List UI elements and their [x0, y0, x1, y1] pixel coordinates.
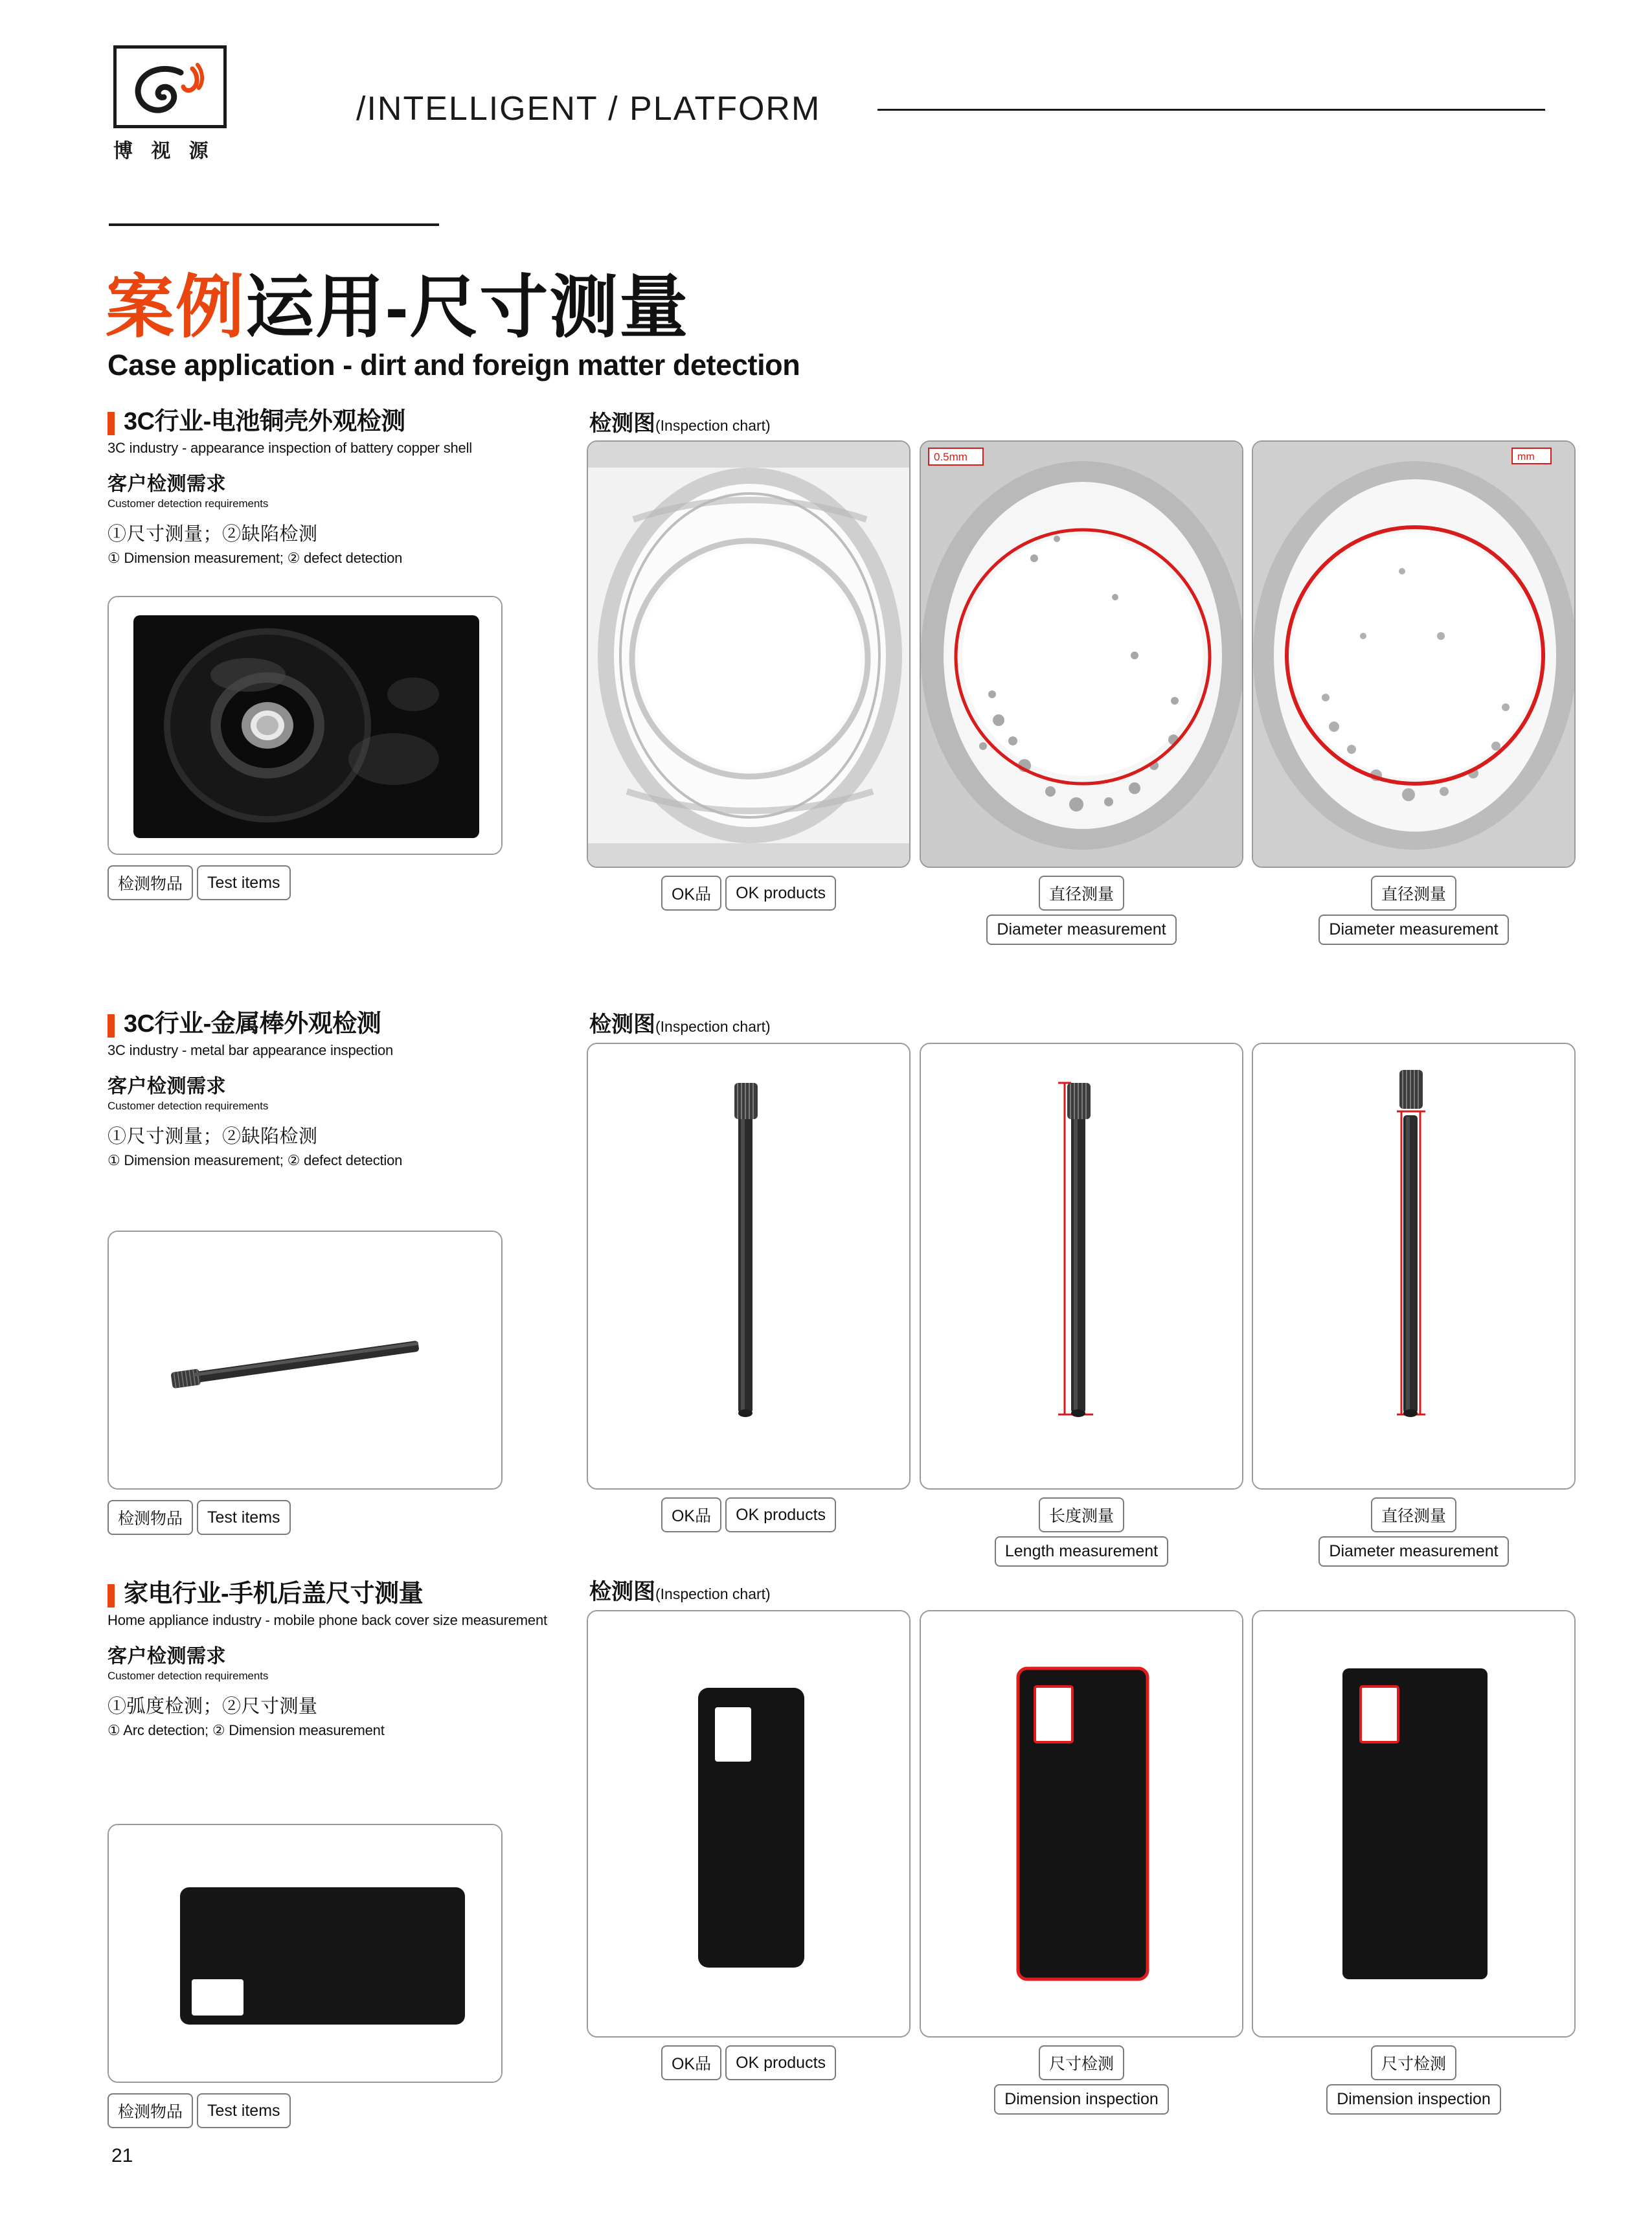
chart-caption-2 — [920, 2045, 1243, 2115]
chart-card-1 — [587, 1043, 911, 1490]
caption-en: Dimension inspection — [1326, 2084, 1501, 2115]
caption-en: Diameter measurement — [1318, 1536, 1508, 1567]
chart-card-3 — [1252, 440, 1576, 868]
chart-image-1 — [588, 442, 911, 868]
thumbnail-caption — [107, 865, 291, 900]
inspection-label-en: (Inspection chart) — [655, 1018, 771, 1035]
caption-en: OK products — [725, 2045, 836, 2080]
caption-en: Test items — [197, 865, 291, 900]
chart-caption-1 — [587, 1497, 911, 1532]
caption-en: Diameter measurement — [986, 914, 1176, 945]
caption-en: Diameter measurement — [1318, 914, 1508, 945]
inspection-label-en: (Inspection chart) — [655, 1585, 771, 1602]
chart-caption-3 — [1252, 876, 1576, 945]
caption-cn: 长度测量 — [1039, 1497, 1124, 1532]
chart-image-1 — [588, 1044, 911, 1490]
section-heading — [107, 1010, 561, 1039]
chart-image-2 — [921, 442, 1243, 868]
chart-card-1 — [587, 1610, 911, 2038]
caption-cn: 尺寸检测 — [1039, 2045, 1124, 2080]
heading-bar — [107, 1014, 115, 1038]
page-number: 21 — [111, 2145, 133, 2166]
chart-caption-1 — [587, 2045, 911, 2080]
page-title-accent: 案例 — [106, 269, 245, 346]
svg-text:mm: mm — [1517, 451, 1535, 462]
inspection-label-cn: 检测图 — [589, 1012, 655, 1037]
requirements-title-en: Customer detection requirements — [107, 497, 269, 510]
section-heading — [107, 408, 561, 437]
caption-cn: OK品 — [661, 1497, 721, 1532]
inspection-chart-label — [589, 1006, 771, 1038]
section-heading-en: 3C industry - metal bar appearance inspection — [107, 1041, 394, 1058]
caption-cn: OK品 — [661, 2045, 721, 2080]
chart-card-3 — [1252, 1610, 1576, 2038]
chart-card-1 — [587, 440, 911, 868]
requirements-items-cn: ①尺寸测量；②缺陷检测 — [107, 524, 318, 545]
header-divider — [877, 109, 1545, 111]
caption-cn: 尺寸检测 — [1371, 2045, 1456, 2080]
caption-cn: 直径测量 — [1371, 1497, 1456, 1532]
chart-caption-1 — [587, 876, 911, 911]
section-heading-en: Home appliance industry - mobile phone back cover size measurement — [107, 1611, 547, 1628]
thumbnail-image — [109, 597, 501, 854]
section-heading-en: 3C industry - appearance inspection of battery copper shell — [107, 439, 472, 456]
chart-image-2 — [921, 1611, 1243, 2038]
caption-en: Test items — [197, 1500, 291, 1535]
thumbnail-card — [107, 1231, 503, 1490]
section-heading-cn: 家电行业-手机后盖尺寸测量 — [124, 1580, 424, 1607]
chart-card-2 — [920, 440, 1243, 868]
chart-card-2 — [920, 1043, 1243, 1490]
svg-text:0.5mm: 0.5mm — [934, 451, 967, 463]
requirements-title-cn: 客户检测需求 — [107, 473, 226, 495]
caption-en: Dimension inspection — [994, 2084, 1169, 2115]
thumbnail-image — [109, 1232, 503, 1490]
chart-image-3 — [1253, 442, 1576, 868]
page-title-rest: 运用-尺寸测量 — [245, 269, 690, 346]
chart-image-2 — [921, 1044, 1243, 1490]
page-header — [107, 45, 1545, 162]
thumbnail-caption — [107, 1500, 291, 1535]
chart-caption-2 — [920, 876, 1243, 945]
caption-cn: 检测物品 — [107, 865, 193, 900]
chart-card-3 — [1252, 1043, 1576, 1490]
section-info — [107, 408, 561, 567]
page-title-en: Case application - dirt and foreign matter detection — [107, 348, 800, 381]
section-heading-cn: 3C行业-金属棒外观检测 — [124, 1010, 381, 1038]
requirements-title-en: Customer detection requirements — [107, 1670, 269, 1683]
requirements-title-cn: 客户检测需求 — [107, 1076, 226, 1098]
section-heading — [107, 1580, 561, 1609]
requirements-items-en: ① Arc detection; ② Dimension measurement — [107, 1722, 385, 1739]
thumbnail-card — [107, 596, 503, 855]
requirements-title-en: Customer detection requirements — [107, 1100, 269, 1113]
caption-cn: 直径测量 — [1039, 876, 1124, 911]
chart-image-1 — [588, 1611, 911, 2038]
section-heading-cn: 3C行业-电池铜壳外观检测 — [124, 408, 405, 435]
caption-cn: 检测物品 — [107, 2093, 193, 2128]
logo — [107, 45, 256, 162]
inspection-label-cn: 检测图 — [589, 411, 655, 436]
caption-en: OK products — [725, 1497, 836, 1532]
logo-chinese-text: 博 视 源 — [113, 141, 215, 162]
requirements-title-cn: 客户检测需求 — [107, 1646, 226, 1668]
requirements-items-en: ① Dimension measurement; ② defect detection — [107, 1152, 403, 1169]
requirements-items-cn: ①尺寸测量；②缺陷检测 — [107, 1126, 318, 1148]
header-tagline: /INTELLIGENT / PLATFORM — [356, 90, 821, 128]
requirements-items-en: ① Dimension measurement; ② defect detection — [107, 550, 403, 567]
caption-en: OK products — [725, 876, 836, 911]
chart-caption-3 — [1252, 2045, 1576, 2115]
chart-image-3 — [1253, 1611, 1576, 2038]
chart-image-3 — [1253, 1044, 1576, 1490]
thumbnail-caption — [107, 2093, 291, 2128]
thumbnail-image — [109, 1825, 503, 2083]
chart-card-2 — [920, 1610, 1243, 2038]
section-info — [107, 1010, 561, 1169]
title-divider — [109, 223, 439, 226]
inspection-label-cn: 检测图 — [589, 1580, 655, 1604]
inspection-label-en: (Inspection chart) — [655, 417, 771, 434]
logo-swirl-icon — [130, 60, 208, 117]
requirements-items-cn: ①弧度检测；②尺寸测量 — [107, 1696, 318, 1718]
page-title-cn — [106, 253, 689, 351]
inspection-chart-label — [589, 1574, 771, 1606]
section-info — [107, 1580, 561, 1739]
chart-caption-2 — [920, 1497, 1243, 1567]
caption-en: Length measurement — [995, 1536, 1168, 1567]
caption-cn: 检测物品 — [107, 1500, 193, 1535]
caption-en: Test items — [197, 2093, 291, 2128]
thumbnail-card — [107, 1824, 503, 2083]
caption-cn: OK品 — [661, 876, 721, 911]
caption-cn: 直径测量 — [1371, 876, 1456, 911]
heading-bar — [107, 412, 115, 435]
heading-bar — [107, 1584, 115, 1607]
chart-caption-3 — [1252, 1497, 1576, 1567]
inspection-chart-label — [589, 405, 771, 437]
